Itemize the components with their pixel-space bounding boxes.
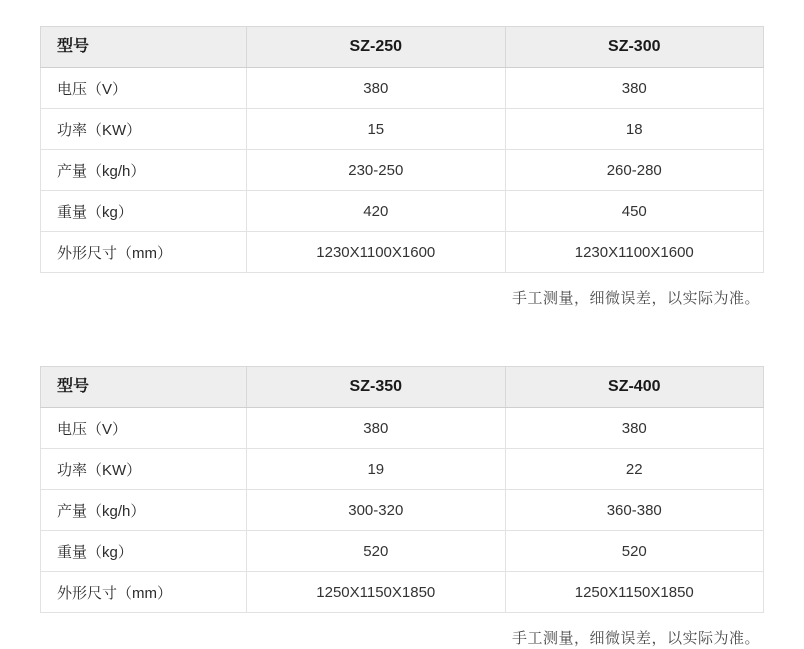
measurement-note-2: 手工测量，细微误差，以实际为准。 xyxy=(511,630,760,647)
column-header-sz350: SZ-350 xyxy=(247,367,505,408)
cell-weight-sz400: 520 xyxy=(505,531,763,572)
cell-power-sz400: 22 xyxy=(505,449,763,490)
measurement-note-1: 手工测量，细微误差，以实际为准。 xyxy=(511,290,760,307)
row-label-output: 产量（kg/h） xyxy=(41,490,247,531)
table-row xyxy=(41,490,764,531)
table-body-2 xyxy=(41,408,764,613)
cell-voltage-sz300: 380 xyxy=(505,68,763,109)
table-row xyxy=(41,408,764,449)
table-row xyxy=(41,531,764,572)
cell-dimensions-sz300: 1230X1100X1600 xyxy=(505,232,763,273)
table-row xyxy=(41,232,764,273)
table-row xyxy=(41,191,764,232)
row-label-output: 产量（kg/h） xyxy=(41,150,247,191)
column-header-sz400: SZ-400 xyxy=(505,367,763,408)
spec-block-2 xyxy=(40,308,764,648)
table-row xyxy=(41,150,764,191)
table-header-row xyxy=(41,367,764,408)
row-label-weight: 重量（kg） xyxy=(41,191,247,232)
cell-output-sz350: 300-320 xyxy=(247,490,505,531)
row-label-power: 功率（KW） xyxy=(41,109,247,150)
cell-voltage-sz250: 380 xyxy=(247,68,505,109)
spec-block-1 xyxy=(40,0,764,308)
row-label-dimensions: 外形尺寸（mm） xyxy=(41,232,247,273)
cell-power-sz350: 19 xyxy=(247,449,505,490)
cell-voltage-sz350: 380 xyxy=(247,408,505,449)
table-row xyxy=(41,68,764,109)
cell-output-sz250: 230-250 xyxy=(247,150,505,191)
table-header-row xyxy=(41,27,764,68)
spec-table-1 xyxy=(40,26,764,273)
table-row xyxy=(41,572,764,613)
table-body-1 xyxy=(41,68,764,273)
cell-output-sz400: 360-380 xyxy=(505,490,763,531)
cell-weight-sz250: 420 xyxy=(247,191,505,232)
spec-table-2 xyxy=(40,366,764,613)
column-header-sz300: SZ-300 xyxy=(505,27,763,68)
column-header-sz250: SZ-250 xyxy=(247,27,505,68)
row-label-voltage: 电压（V） xyxy=(41,68,247,109)
table-header-2 xyxy=(41,367,764,408)
cell-voltage-sz400: 380 xyxy=(505,408,763,449)
row-label-dimensions: 外形尺寸（mm） xyxy=(41,572,247,613)
row-label-weight: 重量（kg） xyxy=(41,531,247,572)
cell-dimensions-sz350: 1250X1150X1850 xyxy=(247,572,505,613)
table-header-1 xyxy=(41,27,764,68)
row-label-power: 功率（KW） xyxy=(41,449,247,490)
cell-weight-sz300: 450 xyxy=(505,191,763,232)
cell-output-sz300: 260-280 xyxy=(505,150,763,191)
table-row xyxy=(41,109,764,150)
table-row xyxy=(41,449,764,490)
cell-dimensions-sz250: 1230X1100X1600 xyxy=(247,232,505,273)
cell-power-sz250: 15 xyxy=(247,109,505,150)
column-header-model: 型号 xyxy=(41,367,247,408)
column-header-model: 型号 xyxy=(41,27,247,68)
cell-dimensions-sz400: 1250X1150X1850 xyxy=(505,572,763,613)
cell-weight-sz350: 520 xyxy=(247,531,505,572)
row-label-voltage: 电压（V） xyxy=(41,408,247,449)
cell-power-sz300: 18 xyxy=(505,109,763,150)
